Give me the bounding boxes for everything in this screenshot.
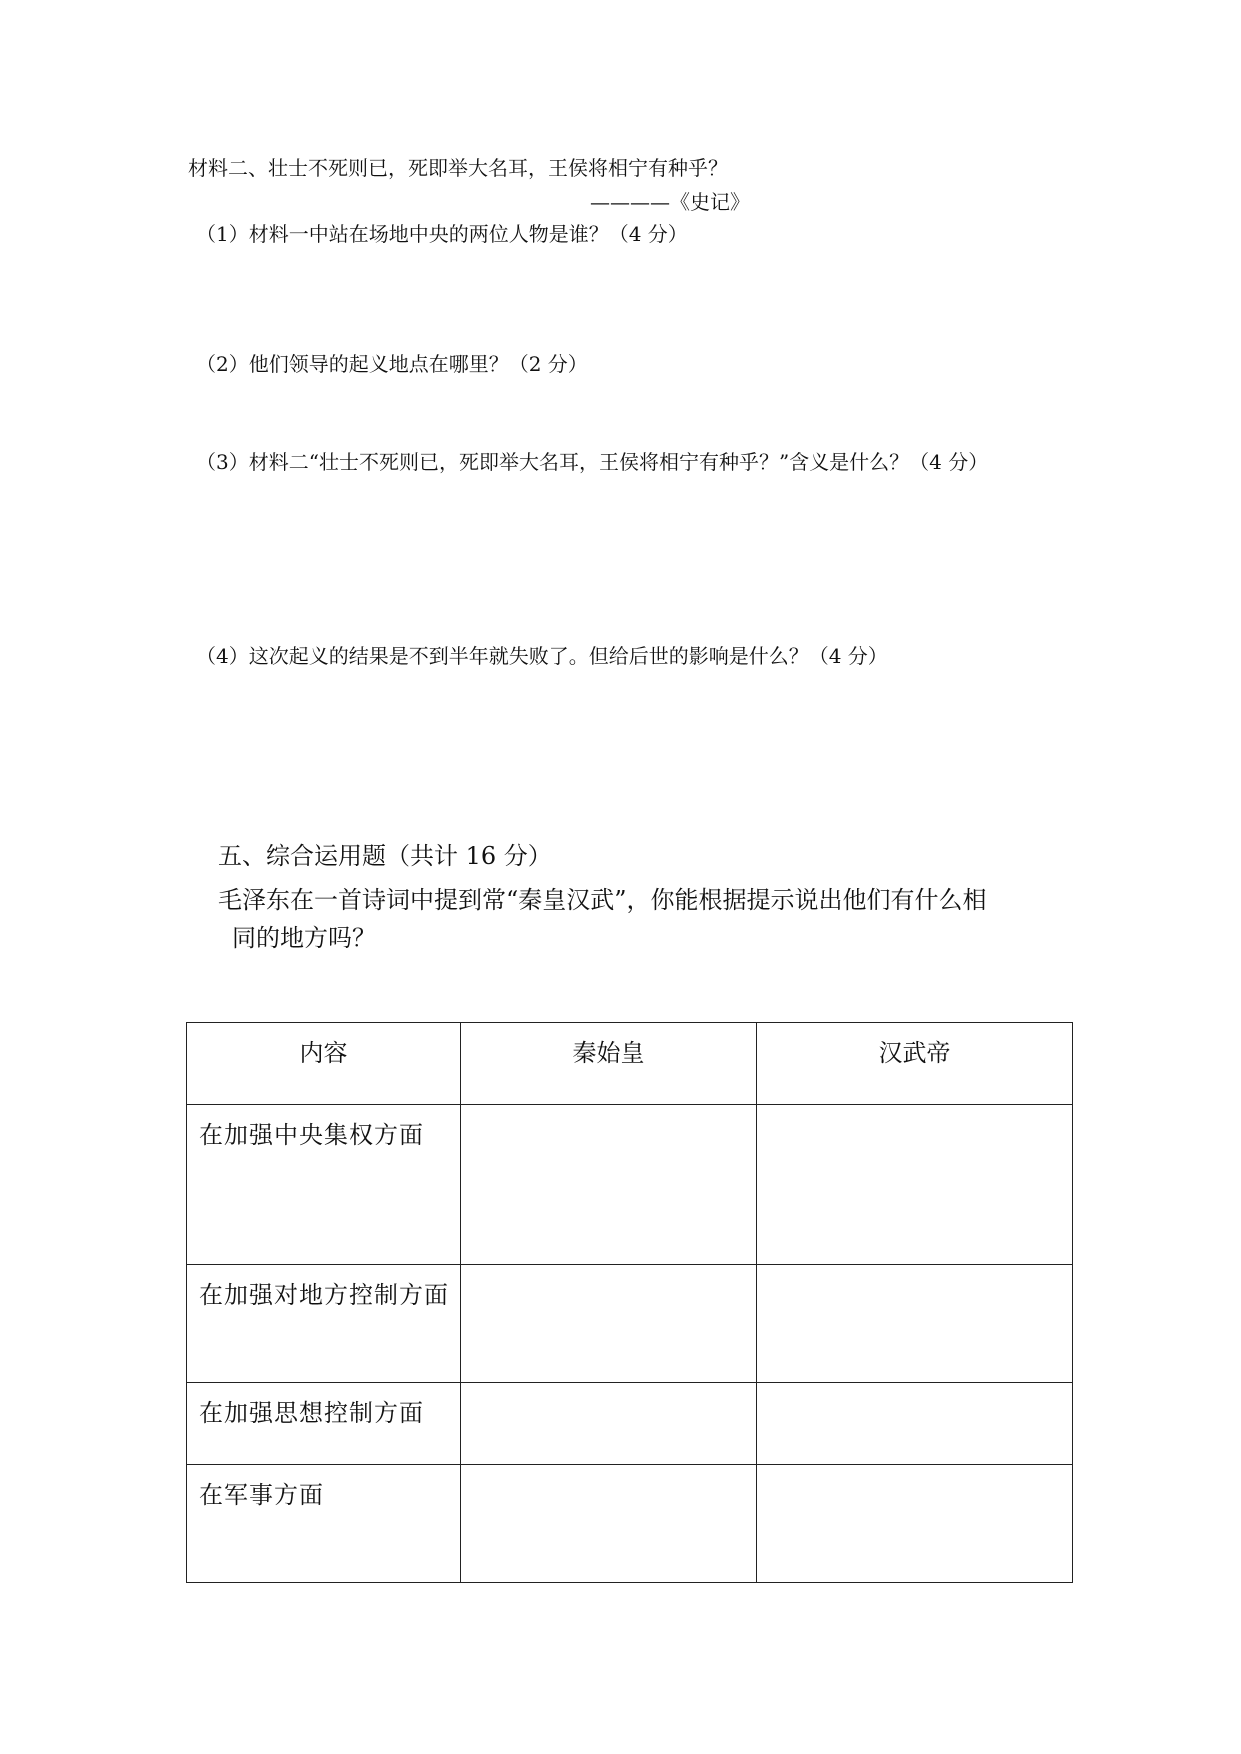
question-4: （4）这次起义的结果是不到半年就失败了。但给后世的影响是什么？（4 分） [196, 644, 888, 668]
answer-cell-han[interactable] [757, 1265, 1073, 1383]
row-label-local-control: 在加强对地方控制方面 [187, 1265, 461, 1383]
section-five-title: 五、综合运用题（共计 16 分） [218, 842, 552, 870]
answer-cell-han[interactable] [757, 1105, 1073, 1265]
answer-cell-han[interactable] [757, 1465, 1073, 1583]
comparison-table [186, 1022, 1073, 1583]
header-content: 内容 [187, 1023, 461, 1105]
answer-cell-qin[interactable] [461, 1465, 757, 1583]
quote-source: ————《史记》 [590, 190, 750, 214]
table-row [187, 1105, 1073, 1265]
table-row [187, 1265, 1073, 1383]
row-label-thought-control: 在加强思想控制方面 [187, 1383, 461, 1465]
answer-cell-qin[interactable] [461, 1383, 757, 1465]
answer-cell-qin[interactable] [461, 1265, 757, 1383]
question-1: （1）材料一中站在场地中央的两位人物是谁？（4 分） [196, 222, 688, 246]
section-five-prompt-line-2: 同的地方吗？ [232, 924, 376, 952]
table-header-row [187, 1023, 1073, 1105]
question-3: （3）材料二“壮士不死则已，死即举大名耳，王侯将相宁有种乎？”含义是什么？（4 分） [196, 450, 989, 474]
header-qin-shi-huang: 秦始皇 [461, 1023, 757, 1105]
row-label-central-power: 在加强中央集权方面 [187, 1105, 461, 1265]
header-han-wu-di: 汉武帝 [757, 1023, 1073, 1105]
section-five-prompt-line-1: 毛泽东在一首诗词中提到常“秦皇汉武”，你能根据提示说出他们有什么相 [218, 886, 987, 914]
material-two-quote: 材料二、壮士不死则已，死即举大名耳，王侯将相宁有种乎？ [188, 156, 728, 180]
row-label-military: 在军事方面 [187, 1465, 461, 1583]
question-2: （2）他们领导的起义地点在哪里？（2 分） [196, 352, 588, 376]
table-row [187, 1465, 1073, 1583]
answer-cell-han[interactable] [757, 1383, 1073, 1465]
table-row [187, 1383, 1073, 1465]
answer-cell-qin[interactable] [461, 1105, 757, 1265]
